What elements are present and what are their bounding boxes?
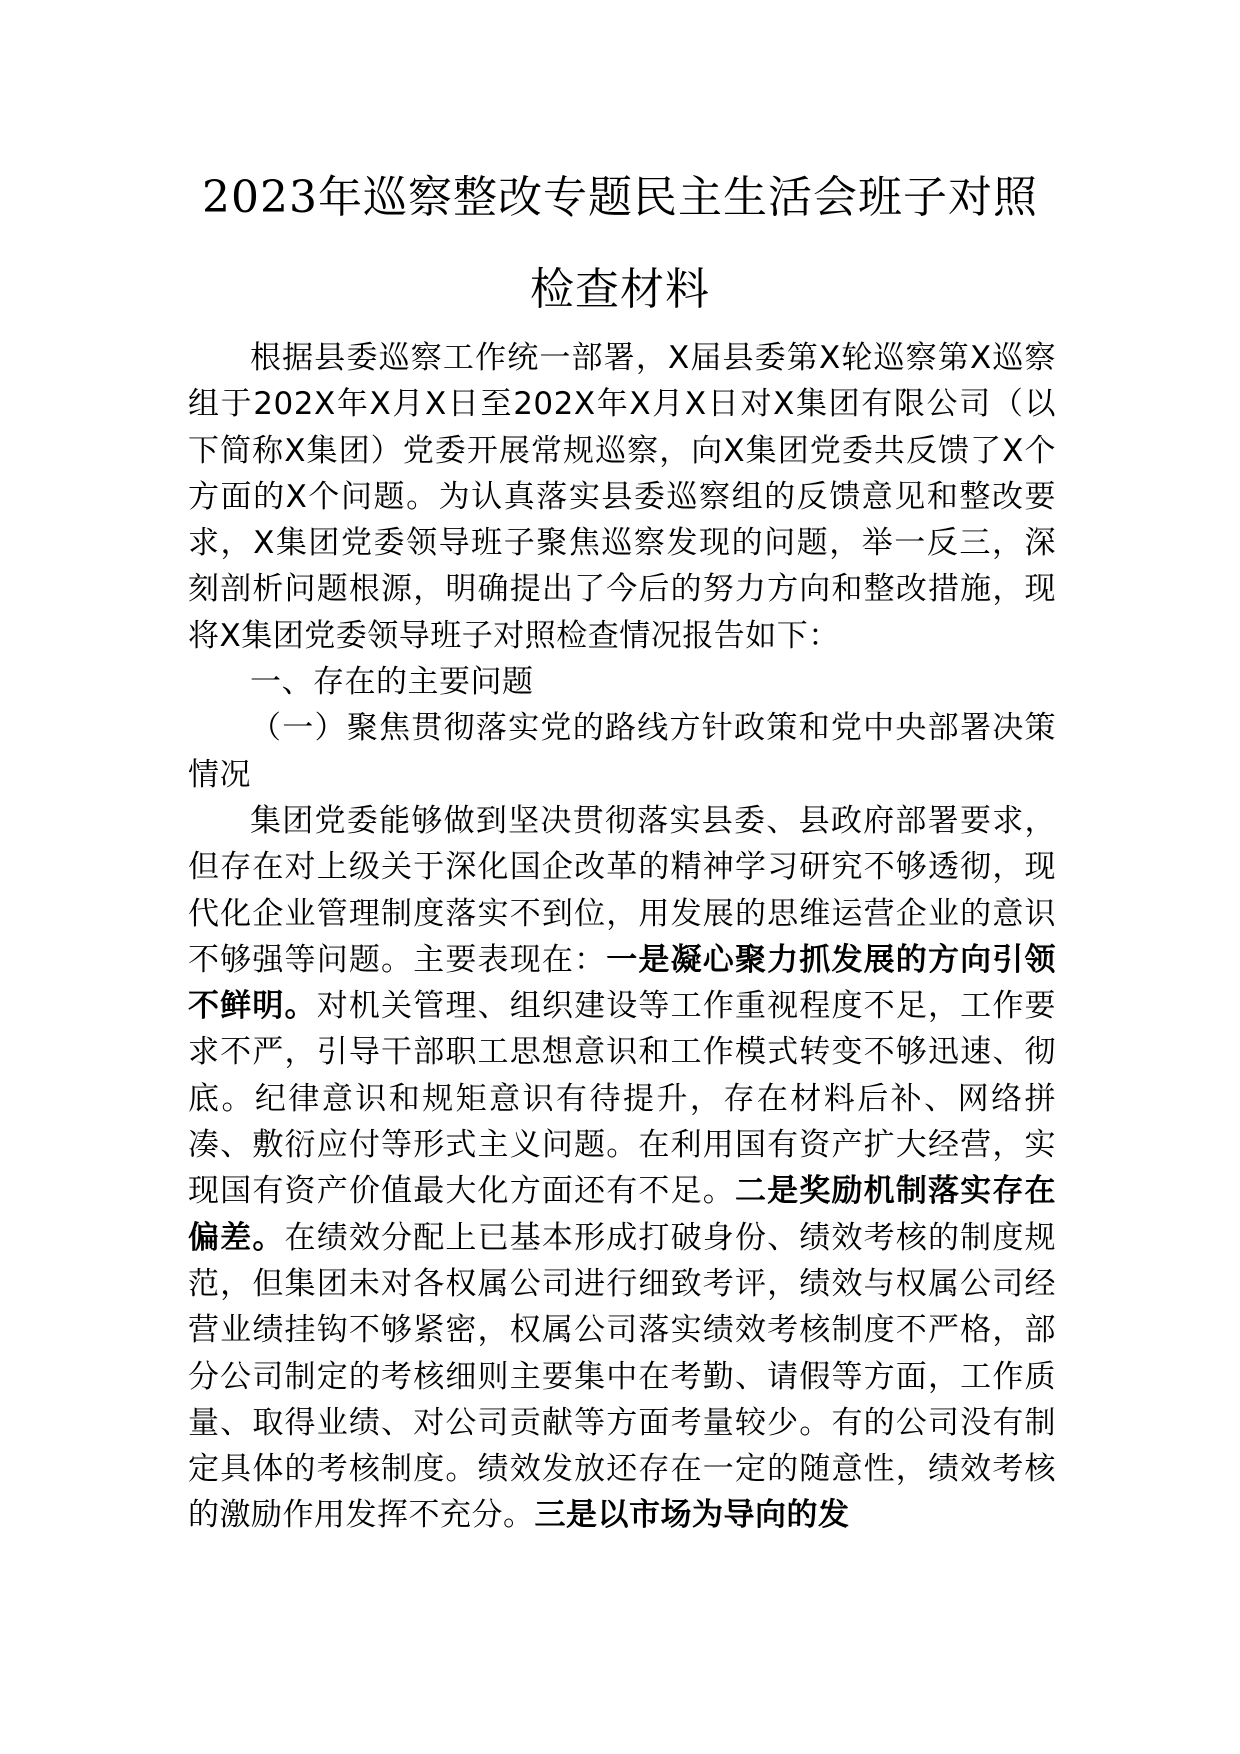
body-paragraph-1 [188, 798, 1056, 1539]
section-heading-1: 一、存在的主要问题 [250, 664, 534, 701]
para-text-d: 在绩效分配上已基本形成打破身份、绩效考核的制度规范，但集团未对各权属公司进行细致考评，绩效与权属公司经营业绩挂钩不够紧密，权属公司落实绩效考核制度不严格，部分公司制定的考核细则主要集中在考勤、请假等方面，工作质量、取得业绩、对公司贡献等方面考量较少。有的公司没有制定具体的考核制度。绩效发放还存在一定的随意性，绩效考核的激励作用发挥不充分。 [188, 1219, 1057, 1534]
intro-paragraph: 根据县委巡察工作统一部署，X届县委第X轮巡察第X巡察组于202X年X月X日至202X年X月X日对X集团有限公司（以下简称X集团）党委开展常规巡察，向X集团党委共反馈了X个方面的X个问题。为认真落实县委巡察组的反馈意见和整改要求，X集团党委领导班子聚焦巡察发现的问题，举一反三，深刻剖析问题根源，明确提出了今后的努力方向和整改措施，现将X集团党委领导班子对照检查情况报告如下： [188, 340, 1056, 654]
para-text-a: 集团党委能够做到坚决贯彻落实县委、县政府部署要求，但存在对上级关于深化国企改革的精神学习研究不够透彻，现代化企业管理制度落实不到位，用发展的思维运营企业的意识不够强等问题。主要表现在： [188, 802, 1056, 978]
bold-point-3: 三是以市场为导向的发 [534, 1497, 850, 1534]
document-title-line1: 2023年巡察整改专题民主生活会班子对照 [202, 172, 1038, 223]
para-text-c: 对机关管理、组织建设等工作重视程度不足，工作要求不严，引导干部职工思想意识和工作模式转变不够迅速、彻底。纪律意识和规矩意识有待提升，存在材料后补、网络拼凑、敷衍应付等形式主义问题。在利用国有资产扩大经营，实现国有资产价值最大化方面还有不足。 [188, 988, 1057, 1210]
document-body [188, 335, 1056, 1539]
subsection-heading-1: （一）聚焦贯彻落实党的路线方针政策和党中央部署决策情况 [188, 710, 1056, 793]
bold-point-1: 一是凝心聚力抓发展的方向引领不鲜明。 [188, 941, 1056, 1025]
document-title-line2: 检查材料 [530, 264, 710, 315]
bold-point-2: 二是奖励机制落实存在偏差。 [188, 1173, 1057, 1256]
